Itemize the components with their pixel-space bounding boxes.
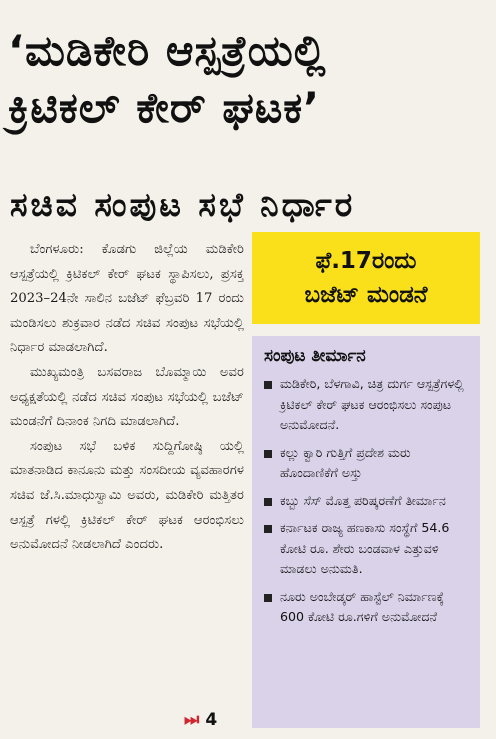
decision-text: ಮಡಿಕೇರಿ, ಬೆಳಗಾವಿ, ಚಿತ್ರ ದುರ್ಗ ಆಸ್ಪತ್ರೆಗಳಲ್ಲಿ ಕ್ರಿಟಿಕಲ್ ಕೇರ್ ಘಟಕ ಆರಂಭಿಸಲು ಸಂಪುಟ ಅನುಮೋದನೆ. [280,376,464,432]
article-body [10,238,244,558]
square-bullet-icon [264,594,272,602]
continue-arrow-icon: ⏭ [184,710,200,730]
decision-text: ಕಲ್ಲು ಕ್ವಾರಿ ಗುತ್ತಿಗೆ ಪ್ರದೇಶ ಮರು ಹೊಂದಾಣಿಕೆಗೆ ಅಸ್ತು [280,444,411,480]
budget-date-highlight [252,232,480,324]
panel-title: ಸಂಪುಟ ತೀರ್ಮಾನ [264,346,366,366]
list-item [264,518,470,580]
subheadline: ಸಚಿವ ಸಂಪುಟ ಸಭೆ ನಿರ್ಧಾರ [10,185,356,224]
article-paragraph-3: ಸಂಪುಟ ಸಭೆ ಬಳಿಕ ಸುದ್ದಿಗೋಷ್ಠಿ ಯಲ್ಲಿ ಮಾತನಾಡಿದ ಕಾನೂನು ಮತ್ತು ಸಂಸದೀಯ ವ್ಯವಹಾರಗಳ ಸಚಿವ ಜೆ.ಸಿ.ಮಾಧುಸ್ವಾಮಿ ಅವರು, ಮಡಿಕೇರಿ ಮತ್ತಿತರ ಆಸ್ಪತ್ರೆ ಗಳಲ್ಲಿ ಕ್ರಿಟಿಕಲ್ ಕೇರ್ ಘಟಕ ಆರಂಭಿಸಲು ಅನುಮೋದನೆ ನೀಡಲಾಗಿದೆ ಎಂದರು. [10,438,244,553]
list-item [264,587,470,628]
decision-text: ಕಬ್ಬು ಸೆಸ್ ಮೊತ್ತ ಪರಿಷ್ಕರಣೆಗೆ ತೀರ್ಮಾನ [280,492,446,508]
square-bullet-icon [264,381,272,389]
continue-page-number: 4 [205,710,218,730]
square-bullet-icon [264,525,272,533]
decision-text: ನೂರು ಅಂಬೇಡ್ಕರ್ ಹಾಸ್ಟೆಲ್ ನಿರ್ಮಾಣಕ್ಕೆ 600 ಕೋಟಿ ರೂ.ಗಳಿಗೆ ಅನುಮೋದನೆ [280,588,445,624]
list-item [264,491,470,512]
cabinet-decisions-panel [252,336,480,728]
headline [8,22,492,136]
square-bullet-icon [264,498,272,506]
headline-line-1: ‘ಮಡಿಕೇರಿ ಆಸ್ಪತ್ರೆಯಲ್ಲಿ [8,26,327,75]
highlight-line-1: ಫೆ.17ರಂದು [315,248,417,274]
headline-line-2: ಕ್ರಿಟಿಕಲ್ ಕೇರ್ ಘಟಕ’ [8,83,321,132]
article-paragraph-2: ಮುಖ್ಯಮಂತ್ರಿ ಬಸವರಾಜ ಬೊಮ್ಮಾಯಿ ಅವರ ಅಧ್ಯಕ್ಷತೆಯಲ್ಲಿ ನಡೆದ ಸಚಿವ ಸಂಪುಟ ಸಭೆಯಲ್ಲಿ ಬಜೆಟ್ ಮಂಡನೆಗೆ ದಿನಾಂಕ ನಿಗದಿ ಮಾಡಲಾಗಿದೆ. [10,364,244,430]
decision-list [264,374,470,628]
article-paragraph-1: ಬೆಂಗಳೂರು: ಕೊಡಗು ಜಿಲ್ಲೆಯ ಮಡಿಕೇರಿ ಆಸ್ಪತ್ರೆಯಲ್ಲಿ ಕ್ರಿಟಿಕಲ್ ಕೇರ್ ಘಟಕ ಸ್ಥಾಪಿಸಲು, ಪ್ರಸಕ್ತ 2023–24ನೇ ಸಾಲಿನ ಬಜೆಟ್ ಫೆಬ್ರವರಿ 17 ರಂದು ಮಂಡಿಸಲು ಶುಕ್ರವಾರ ನಡೆದ ಸಚಿವ ಸಂಪುಟ ಸಭೆಯಲ್ಲಿ ನಿರ್ಧಾರ ಮಾಡಲಾಗಿದೆ. [10,242,244,356]
square-bullet-icon [264,450,272,458]
highlight-line-2: ಬಜೆಟ್ ಮಂಡನೆ [304,282,428,308]
decision-text: ಕರ್ನಾಟಕ ರಾಜ್ಯ ಹಣಕಾಸು ಸಂಸ್ಥೆಗೆ 54.6 ಕೋಟಿ ರೂ. ಶೇರು ಬಂಡವಾಳ ಎತ್ತುವಳಿ ಮಾಡಲು ಅನುಮತಿ. [280,520,450,576]
list-item [264,374,470,436]
list-item [264,443,470,484]
continued-on-page[interactable] [184,710,217,730]
